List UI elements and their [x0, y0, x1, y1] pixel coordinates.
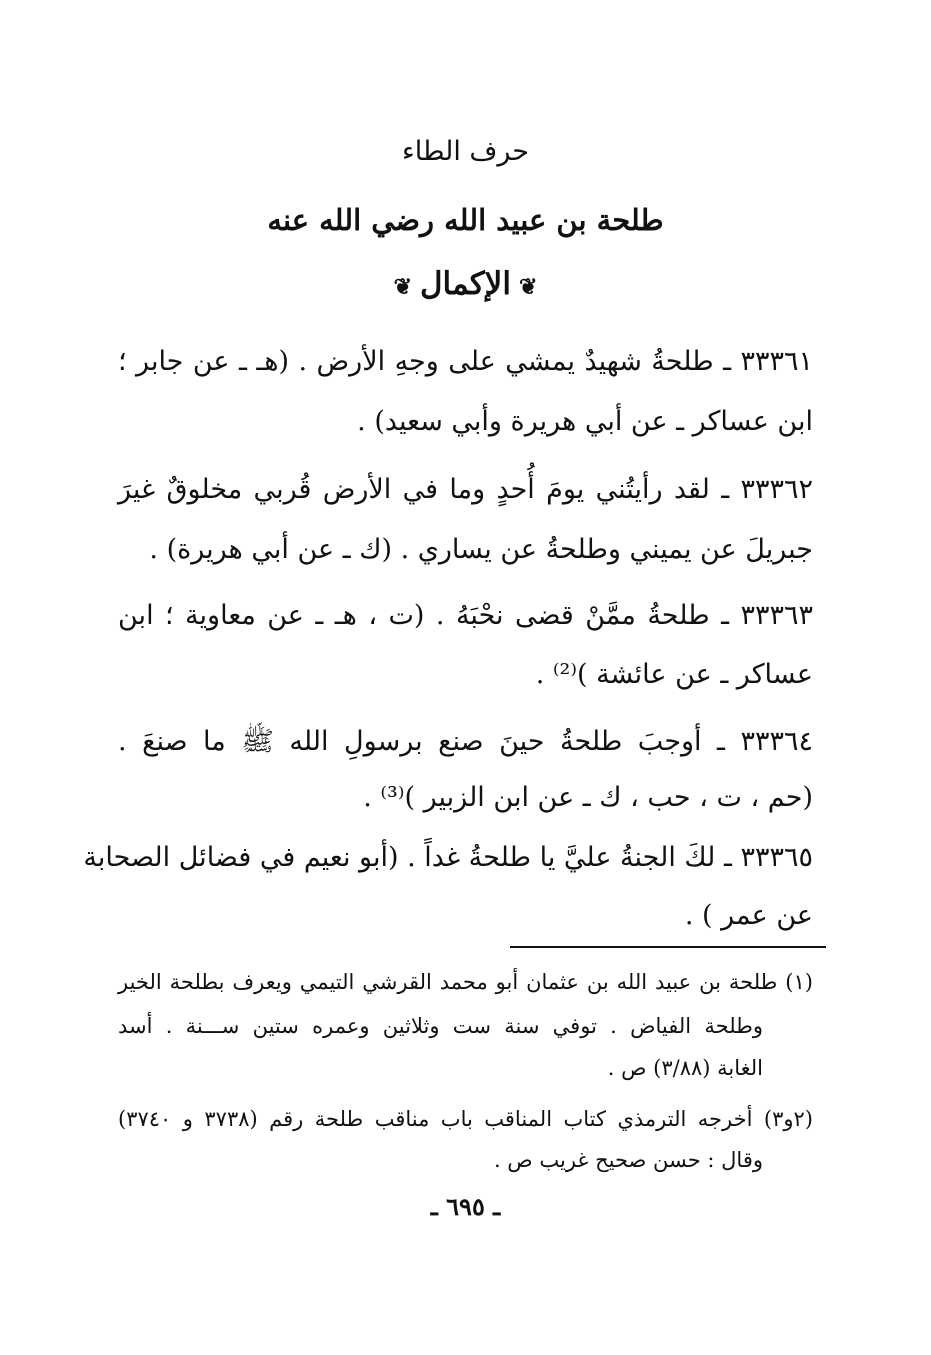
- page-number: ـ ٦٩٥ ـ: [430, 1192, 501, 1221]
- hadith-line: ٣٣٣٦٤ ـ أوجبَ طلحةُ حينَ صنع برسولِ الله ﷺ ما صنعَ .: [118, 726, 813, 757]
- footnote-line: وطلحة الفياض . توفي سنة ست وثلاثين وعمره ستين ســـنة . أسد: [118, 1014, 763, 1038]
- footnote-divider: [510, 946, 826, 948]
- footnote-line: الغابة (٣/٨٨) ص .: [607, 1056, 763, 1080]
- hadith-line: ٣٣٣٦١ ـ طلحةُ شهيدٌ يمشي على وجهِ الأرض . (هـ ـ عن جابر ؛: [118, 346, 813, 377]
- person-title: طلحة بن عبيد الله رضي الله عنه: [267, 203, 664, 237]
- book-title: الإكمال: [420, 266, 511, 302]
- footnote-line: (٢و٣) أخرجه الترمذي كتاب المناقب باب مناقب طلحة رقم (٣٧٣٨ و ٣٧٤٠): [118, 1107, 813, 1131]
- hadith-line: (حم ، ت ، حب ، ك ـ عن ابن الزبير )⁽³⁾ .: [363, 782, 813, 813]
- book-title-line: [0, 266, 931, 302]
- footnote-line: (١) طلحة بن عبيد الله بن عثمان أبو محمد القرشي التيمي ويعرف بطلحة الخير: [118, 970, 813, 994]
- hadith-line: جبريلَ عن يميني وطلحةُ عن يساري . (ك ـ عن أبي هريرة) .: [149, 534, 813, 565]
- hadith-line: ٣٣٣٦٥ ـ لكَ الجنةُ عليَّ يا طلحةُ غداً . (أبو نعيم في فضائل الصحابة: [83, 842, 813, 873]
- hadith-line: عن عمر ) .: [684, 900, 813, 931]
- hadith-line: عساكر ـ عن عائشة )⁽²⁾ .: [535, 659, 813, 690]
- hadith-line: ابن عساكر ـ عن أبي هريرة وأبي سعيد) .: [357, 406, 813, 437]
- ornament-left-icon: ❦: [393, 274, 413, 300]
- ornament-right-icon: ❦: [518, 274, 538, 300]
- hadith-line: ٣٣٣٦٣ ـ طلحةُ ممَّنْ قضى نحْبَهُ . (ت ، هـ ـ عن معاوية ؛ ابن: [118, 600, 813, 631]
- hadith-line: ٣٣٣٦٢ ـ لقد رأيتُني يومَ أُحدٍ وما في الأرض قُربي مخلوقٌ غيرَ: [118, 474, 813, 505]
- chapter-title: حرف الطاء: [402, 136, 529, 167]
- footnote-line: وقال : حسن صحيح غريب ص .: [493, 1148, 763, 1172]
